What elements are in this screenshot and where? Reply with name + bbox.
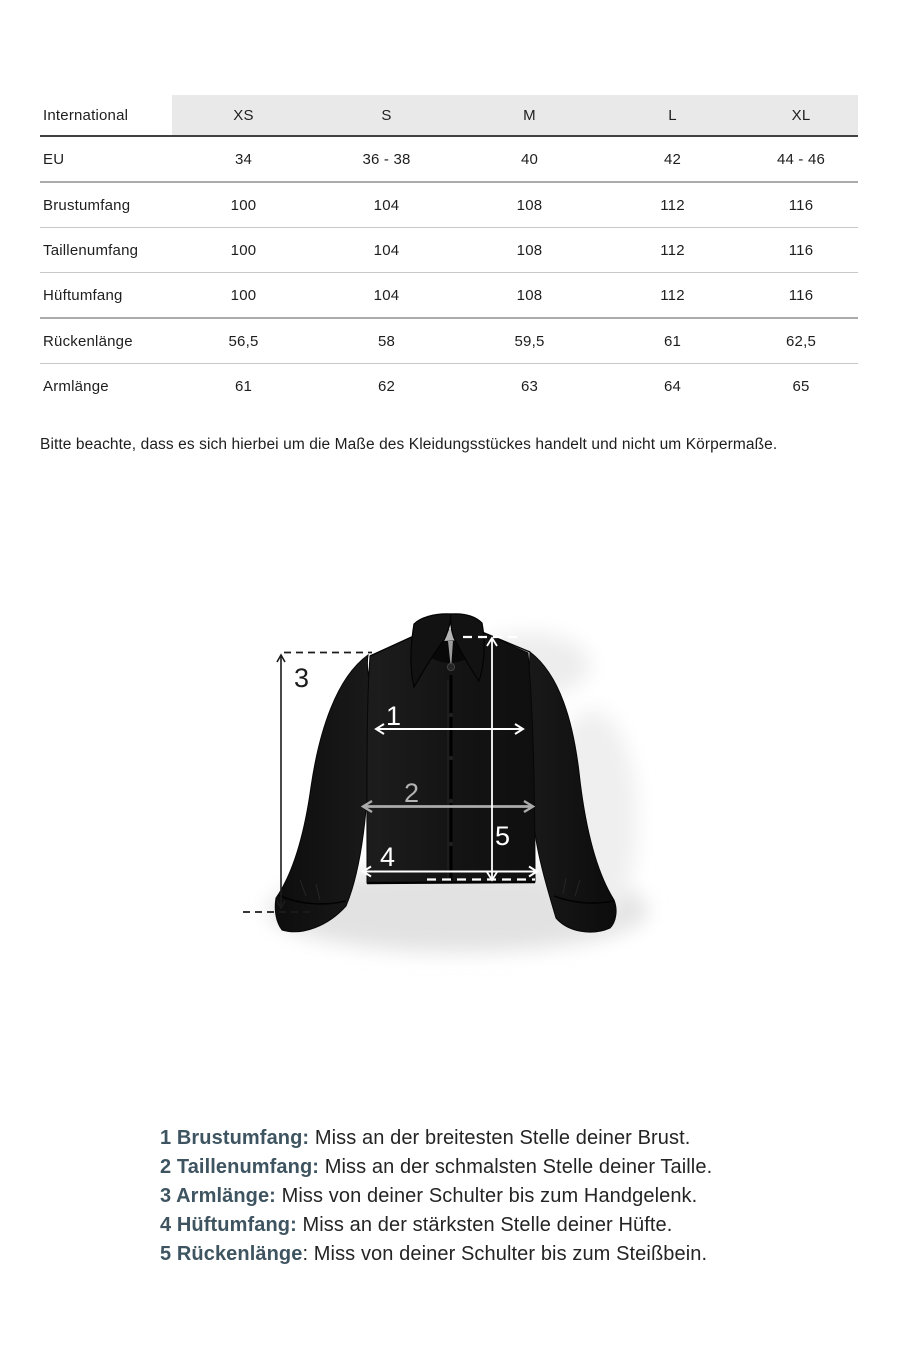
table-cell: 116 (788, 286, 814, 304)
table-cell: 58 (377, 332, 396, 350)
table-cell: 112 (660, 241, 685, 259)
measure-label-chest: 1 (386, 701, 402, 731)
table-row-hueftumfang (40, 273, 858, 319)
table-row-brustumfang (40, 183, 858, 228)
table-cell: 65 (792, 377, 810, 395)
table-cell: 61 (234, 377, 253, 395)
measure-label-back: 5 (495, 821, 511, 851)
table-cell: 64 (663, 377, 682, 395)
table-cell: 100 (230, 286, 257, 304)
table-cell: 40 (520, 150, 539, 168)
table-cell: 108 (516, 241, 543, 259)
legend-item (160, 1211, 712, 1240)
size-col-header-l: L (601, 95, 744, 135)
size-col-header-m: M (458, 95, 601, 135)
table-cell: 56,5 (228, 332, 259, 350)
table-cell: 108 (516, 286, 543, 304)
legend-term: 4 Hüftumfang: (160, 1214, 297, 1236)
size-col-header-s: S (315, 95, 458, 135)
table-cell: 62 (377, 377, 396, 395)
legend-item (160, 1182, 712, 1211)
legend-description: Miss an der breitesten Stelle deiner Brust. (309, 1127, 691, 1149)
legend-description: Miss an der stärksten Stelle deiner Hüfte. (296, 1214, 673, 1236)
legend-term: 1 Brustumfang: (160, 1127, 310, 1149)
measure-label-hip: 4 (380, 842, 396, 872)
measurement-legend (160, 1124, 712, 1269)
size-col-header-xs: XS (172, 95, 315, 135)
table-cell: 42 (663, 150, 682, 168)
table-cell: 34 (234, 150, 253, 168)
table-cell: 104 (373, 286, 400, 304)
table-cell: 100 (230, 241, 257, 259)
table-cell: 112 (660, 286, 685, 304)
table-cell: 36 - 38 (362, 150, 411, 168)
table-cell: 108 (516, 196, 543, 214)
row-label: EU (43, 150, 65, 168)
table-cell: 116 (788, 196, 814, 214)
size-col-header-xl: XL (744, 95, 858, 135)
legend-term: 2 Taillenumfang: (160, 1156, 320, 1178)
legend-item (160, 1124, 712, 1153)
collar-button (447, 663, 454, 670)
legend-item (160, 1240, 712, 1269)
table-corner-label: International (43, 106, 129, 124)
table-cell: 44 - 46 (776, 150, 826, 168)
row-label: Brustumfang (43, 196, 131, 214)
table-row-taillenumfang (40, 228, 858, 273)
table-cell: 104 (373, 196, 400, 214)
legend-description: Miss an der schmalsten Stelle deiner Taille. (319, 1156, 713, 1178)
legend-item (160, 1153, 712, 1182)
table-cell: 61 (663, 332, 682, 350)
table-row-eu (40, 137, 858, 183)
row-label: Taillenumfang (43, 241, 139, 259)
table-row-rueckenlaenge (40, 319, 858, 364)
table-header-row (40, 95, 858, 137)
table-cell: 62,5 (786, 332, 816, 350)
size-table (40, 95, 858, 408)
legend-description: : Miss von deiner Schulter bis zum Steißbein. (302, 1243, 708, 1265)
row-label: Rückenlänge (43, 332, 133, 350)
table-cell: 104 (373, 241, 400, 259)
legend-description: Miss von deiner Schulter bis zum Handgelenk. (275, 1185, 698, 1207)
garment-measure-note: Bitte beachte, dass es sich hierbei um die Maße des Kleidungsstückes handelt und nicht um Körpermaße. (40, 435, 778, 453)
row-label: Armlänge (43, 377, 109, 395)
table-row-armlaenge (40, 364, 858, 408)
shirt-measurement-figure (220, 580, 680, 980)
table-cell: 63 (520, 377, 539, 395)
legend-term: 5 Rückenlänge (160, 1243, 303, 1265)
table-cell: 100 (230, 196, 257, 214)
row-label: Hüftumfang (43, 286, 123, 304)
measure-label-arm: 3 (294, 663, 310, 693)
table-cell: 112 (660, 196, 685, 214)
legend-term: 3 Armlänge: (160, 1185, 276, 1207)
measure-label-waist: 2 (404, 778, 420, 808)
table-cell: 59,5 (514, 332, 545, 350)
table-cell: 116 (788, 241, 814, 259)
